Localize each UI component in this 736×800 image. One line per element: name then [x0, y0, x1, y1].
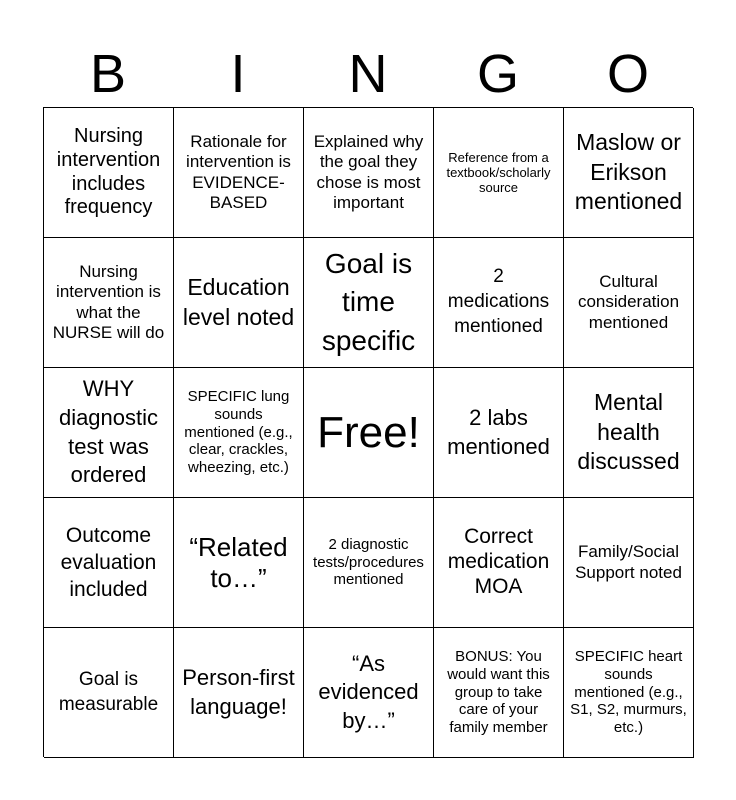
bingo-cell-5-5[interactable]: SPECIFIC heart sounds mentioned (e.g., S1, S2, murmurs, etc.) — [564, 628, 694, 758]
bingo-cell-1-5[interactable]: Maslow or Erikson mentioned — [564, 108, 694, 238]
bingo-cell-2-1[interactable]: Nursing intervention is what the NURSE will do — [44, 238, 174, 368]
bingo-cell-1-2[interactable]: Rationale for intervention is EVIDENCE-BASED — [174, 108, 304, 238]
bingo-cell-3-1[interactable]: WHY diagnostic test was ordered — [44, 368, 174, 498]
header-letter-n: N — [348, 44, 388, 104]
bingo-cell-4-5[interactable]: Family/Social Support noted — [564, 498, 694, 628]
header-letter-g: G — [476, 44, 519, 104]
bingo-cell-5-3[interactable]: “As evidenced by…” — [304, 628, 434, 758]
bingo-cell-4-4[interactable]: Correct medication MOA — [434, 498, 564, 628]
bingo-grid — [43, 107, 693, 757]
bingo-cell-2-4[interactable]: 2 medications mentioned — [434, 238, 564, 368]
header-letter-i: I — [230, 44, 246, 104]
bingo-cell-1-4[interactable]: Reference from a textbook/scholarly source — [434, 108, 564, 238]
bingo-cell-4-2[interactable]: “Related to…” — [174, 498, 304, 628]
bingo-cell-3-2[interactable]: SPECIFIC lung sounds mentioned (e.g., clear, crackles, wheezing, etc.) — [174, 368, 304, 498]
bingo-cell-5-1[interactable]: Goal is measurable — [44, 628, 174, 758]
bingo-cell-1-1[interactable]: Nursing intervention includes frequency — [44, 108, 174, 238]
bingo-cell-3-4[interactable]: 2 labs mentioned — [434, 368, 564, 498]
bingo-cell-4-1[interactable]: Outcome evaluation included — [44, 498, 174, 628]
bingo-cell-4-3[interactable]: 2 diagnostic tests/procedures mentioned — [304, 498, 434, 628]
bingo-cell-1-3[interactable]: Explained why the goal they chose is most important — [304, 108, 434, 238]
header-letter-o: O — [606, 44, 649, 104]
bingo-cell-2-5[interactable]: Cultural consideration mentioned — [564, 238, 694, 368]
header-letter-b: B — [89, 44, 127, 104]
bingo-cell-5-2[interactable]: Person-first language! — [174, 628, 304, 758]
bingo-cell-5-4[interactable]: BONUS: You would want this group to take care of your family member — [434, 628, 564, 758]
bingo-header — [43, 40, 693, 108]
bingo-cell-2-3[interactable]: Goal is time specific — [304, 238, 434, 368]
bingo-cell-2-2[interactable]: Education level noted — [174, 238, 304, 368]
bingo-cell-free[interactable]: Free! — [304, 368, 434, 498]
bingo-cell-3-5[interactable]: Mental health discussed — [564, 368, 694, 498]
